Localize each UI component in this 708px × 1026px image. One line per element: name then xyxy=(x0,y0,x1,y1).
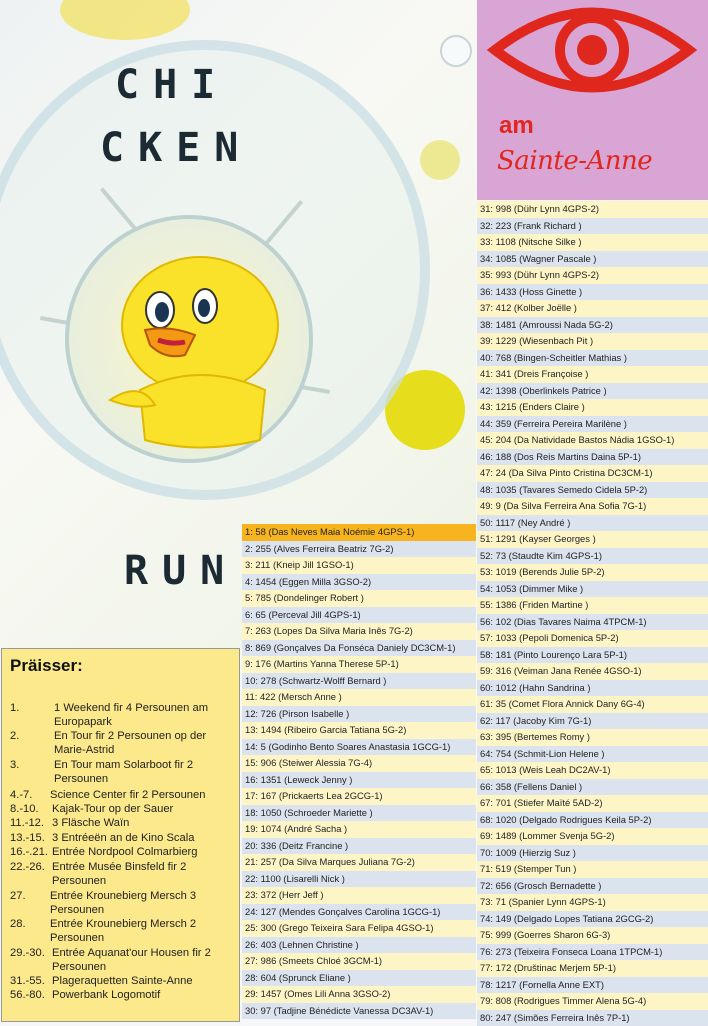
result-row: 30: 97 (Tadjine Bénédicte Vanessa DC3AV-1) xyxy=(242,1003,476,1020)
result-row: 43: 1215 (Enders Claire ) xyxy=(477,399,708,416)
prize-item xyxy=(10,860,238,888)
result-row: 26: 403 (Lehnen Christine ) xyxy=(242,937,476,954)
result-row: 55: 1386 (Friden Martine ) xyxy=(477,597,708,614)
result-row: 19: 1074 (André Sacha ) xyxy=(242,821,476,838)
result-row: 56: 102 (Dias Tavares Naima 4TPCM-1) xyxy=(477,614,708,631)
result-row: 76: 273 (Teixeira Fonseca Loana 1TPCM-1) xyxy=(477,944,708,961)
prize-text: Entrée Aquanat'our Housen fir 2 Persounen xyxy=(10,946,238,974)
prize-text: En Tour fir 2 Persounen op der Marie-Astrid xyxy=(10,729,238,757)
result-row: 64: 754 (Schmit-Lion Helene ) xyxy=(477,746,708,763)
result-row: 24: 127 (Mendes Gonçalves Carolina 1GCG-1) xyxy=(242,904,476,921)
prize-number: 28. xyxy=(10,917,26,931)
result-row: 61: 35 (Comet Flora Annick Dany 6G-4) xyxy=(477,696,708,713)
result-row: 35: 993 (Dühr Lynn 4GPS-2) xyxy=(477,267,708,284)
result-row: 65: 1013 (Weis Leah DC2AV-1) xyxy=(477,762,708,779)
result-row: 46: 188 (Dos Reis Martins Daina 5P-1) xyxy=(477,449,708,466)
result-row: 60: 1012 (Hahn Sandrina ) xyxy=(477,680,708,697)
result-row: 23: 372 (Herr Jeff ) xyxy=(242,887,476,904)
prize-text: 1 Weekend fir 4 Persounen am Europapark xyxy=(10,701,238,729)
result-row: 40: 768 (Bingen-Scheitler Mathias ) xyxy=(477,350,708,367)
result-row: 13: 1494 (Ribeiro Garcia Tatiana 5G-2) xyxy=(242,722,476,739)
prize-text: Entrée Krounebierg Mersch 3 Persounen xyxy=(10,889,238,917)
result-row: 21: 257 (Da Silva Marques Juliana 7G-2) xyxy=(242,854,476,871)
result-row: 9: 176 (Martins Yanna Therese 5P-1) xyxy=(242,656,476,673)
prize-number: 16.-.21. xyxy=(10,845,48,859)
result-row: 48: 1035 (Tavares Semedo Cidela 5P-2) xyxy=(477,482,708,499)
result-row: 49: 9 (Da Silva Ferreira Ana Sofia 7G-1) xyxy=(477,498,708,515)
prize-text: Entrée Musée Binsfeld fir 2 Persounen xyxy=(10,860,238,888)
result-row: 67: 701 (Stiefer Maïté 5AD-2) xyxy=(477,795,708,812)
prize-number: 56.-80. xyxy=(10,988,45,1002)
prize-text: Kajak-Tour op der Sauer xyxy=(10,802,238,816)
result-row: 34: 1085 (Wagner Pascale ) xyxy=(477,251,708,268)
result-row: 18: 1050 (Schroeder Mariette ) xyxy=(242,805,476,822)
result-row: 41: 341 (Dreis Françoise ) xyxy=(477,366,708,383)
result-row: 1: 58 (Das Neves Maia Noémie 4GPS-1) xyxy=(242,524,476,541)
prize-number: 22.-26. xyxy=(10,860,45,874)
result-row: 8: 869 (Gonçalves Da Fonséca Daniely DC3CM-1) xyxy=(242,640,476,657)
result-row: 68: 1020 (Delgado Rodrigues Keila 5P-2) xyxy=(477,812,708,829)
result-row: 66: 358 (Fellens Daniel ) xyxy=(477,779,708,796)
header-am: am xyxy=(499,112,534,140)
result-row: 73: 71 (Spanier Lynn 4GPS-1) xyxy=(477,894,708,911)
prize-text: En Tour mam Solarboot fir 2 Persounen xyxy=(10,758,238,786)
prize-number: 13.-15. xyxy=(10,831,45,845)
result-row: 11: 422 (Mersch Anne ) xyxy=(242,689,476,706)
result-row: 51: 1291 (Kayser Georges ) xyxy=(477,531,708,548)
result-row: 75: 999 (Goerres Sharon 6G-3) xyxy=(477,927,708,944)
result-row: 42: 1398 (Oberlinkels Patrice ) xyxy=(477,383,708,400)
result-row: 52: 73 (Staudte Kim 4GPS-1) xyxy=(477,548,708,565)
prize-item xyxy=(10,816,238,830)
result-row: 28: 604 (Sprunck Eliane ) xyxy=(242,970,476,987)
prize-number: 4.-7. xyxy=(10,788,32,802)
prize-text: Science Center fir 2 Persounen xyxy=(10,788,238,802)
result-row: 14: 5 (Godinho Bento Soares Anastasia 1GCG-1) xyxy=(242,739,476,756)
chick-illustration xyxy=(100,240,300,460)
result-row: 7: 263 (Lopes Da Silva Maria Inês 7G-2) xyxy=(242,623,476,640)
result-row: 47: 24 (Da Silva Pinto Cristina DC3CM-1) xyxy=(477,465,708,482)
result-row: 37: 412 (Kolber Joëlle ) xyxy=(477,300,708,317)
prize-item xyxy=(10,946,238,974)
result-row: 69: 1489 (Lommer Svenja 5G-2) xyxy=(477,828,708,845)
result-row: 70: 1009 (Hierzig Suz ) xyxy=(477,845,708,862)
result-row: 79: 808 (Rodrigues Timmer Alena 5G-4) xyxy=(477,993,708,1010)
result-row: 10: 278 (Schwartz-Wolff Bernard ) xyxy=(242,673,476,690)
yellow-splash xyxy=(420,140,460,180)
prizes-panel xyxy=(1,648,240,1022)
result-row: 78: 1217 (Fornella Anne EXT) xyxy=(477,977,708,994)
result-row: 20: 336 (Deitz Francine ) xyxy=(242,838,476,855)
prize-item xyxy=(10,802,238,816)
prize-item xyxy=(10,889,238,917)
prize-number: 3. xyxy=(10,758,19,772)
result-row: 31: 998 (Dühr Lynn 4GPS-2) xyxy=(477,201,708,218)
prize-item xyxy=(10,917,238,945)
results-list-right xyxy=(477,201,708,1026)
result-row: 4: 1454 (Eggen Milla 3GSO-2) xyxy=(242,574,476,591)
result-row: 5: 785 (Dondelinger Robert ) xyxy=(242,590,476,607)
result-row: 54: 1053 (Dimmer Mike ) xyxy=(477,581,708,598)
result-row: 50: 1117 (Ney André ) xyxy=(477,515,708,532)
prize-number: 1. xyxy=(10,701,19,715)
result-row: 32: 223 (Frank Richard ) xyxy=(477,218,708,235)
prize-item xyxy=(10,701,238,729)
result-row: 53: 1019 (Berends Julie 5P-2) xyxy=(477,564,708,581)
result-row: 27: 986 (Smeets Chloé 3GCM-1) xyxy=(242,953,476,970)
result-row: 57: 1033 (Pepoli Domenica 5P-2) xyxy=(477,630,708,647)
result-row: 6: 65 (Perceval Jill 4GPS-1) xyxy=(242,607,476,624)
prize-number: 29.-30. xyxy=(10,946,45,960)
prize-item xyxy=(10,988,238,1002)
result-row: 74: 149 (Delgado Lopes Tatiana 2GCG-2) xyxy=(477,911,708,928)
result-row: 39: 1229 (Wiesenbach Pit ) xyxy=(477,333,708,350)
result-row: 36: 1433 (Hoss Ginette ) xyxy=(477,284,708,301)
result-row: 45: 204 (Da Natividade Bastos Nádia 1GSO-1) xyxy=(477,432,708,449)
prize-item xyxy=(10,729,238,757)
prize-text: Plageraquetten Sainte-Anne xyxy=(10,974,238,988)
prize-number: 2. xyxy=(10,729,19,743)
result-row: 62: 117 (Jacoby Kim 7G-1) xyxy=(477,713,708,730)
result-row: 72: 656 (Grosch Bernadette ) xyxy=(477,878,708,895)
title-cken: CKEN xyxy=(100,125,252,171)
result-row: 63: 395 (Bertemes Romy ) xyxy=(477,729,708,746)
result-row: 59: 316 (Veiman Jana Renée 4GSO-1) xyxy=(477,663,708,680)
result-row: 80: 247 (Simões Ferreira Inês 7P-1) xyxy=(477,1010,708,1026)
prize-number: 11.-12. xyxy=(10,816,44,830)
result-row: 44: 359 (Ferreira Pereira Marilène ) xyxy=(477,416,708,433)
result-row: 15: 906 (Steiwer Alessia 7G-4) xyxy=(242,755,476,772)
result-row: 38: 1481 (Amroussi Nada 5G-2) xyxy=(477,317,708,334)
prize-number: 8.-10. xyxy=(10,802,39,816)
prize-item xyxy=(10,974,238,988)
prize-text: 3 Entréeën an de Kino Scala xyxy=(10,831,238,845)
result-row: 33: 1108 (Nitsche Silke ) xyxy=(477,234,708,251)
results-list-left xyxy=(242,524,476,1019)
result-row: 12: 726 (Pirson Isabelle ) xyxy=(242,706,476,723)
prize-text: Entrée Nordpool Colmarbierg xyxy=(10,845,238,859)
prize-text: 3 Fläsche Waïn xyxy=(10,816,238,830)
prize-item xyxy=(10,845,238,859)
title-chi: CHI xyxy=(115,62,229,108)
prize-item xyxy=(10,788,238,802)
prize-number: 27. xyxy=(10,889,26,903)
prize-text: Entrée Krounebierg Mersch 2 Persounen xyxy=(10,917,238,945)
result-row: 25: 300 (Grego Teixeira Sara Felipa 4GSO-1) xyxy=(242,920,476,937)
title-run: RUN xyxy=(124,548,238,594)
result-row: 77: 172 (Društinac Merjem 5P-1) xyxy=(477,960,708,977)
prizes-title: Präisser: xyxy=(10,656,83,676)
result-row: 22: 1100 (Lisarelli Nick ) xyxy=(242,871,476,888)
result-row: 2: 255 (Alves Ferreira Beatriz 7G-2) xyxy=(242,541,476,558)
yellow-splash xyxy=(60,0,190,40)
eye-icon xyxy=(477,0,708,110)
prize-number: 31.-55. xyxy=(10,974,45,988)
result-row: 3: 211 (Kneip Jill 1GSO-1) xyxy=(242,557,476,574)
result-row: 17: 167 (Prickaerts Lea 2GCG-1) xyxy=(242,788,476,805)
bubble xyxy=(440,35,472,67)
result-row: 58: 181 (Pinto Lourenço Lara 5P-1) xyxy=(477,647,708,664)
prize-text: Powerbank Logomotif xyxy=(10,988,238,1002)
result-row: 16: 1351 (Leweck Jenny ) xyxy=(242,772,476,789)
prize-item xyxy=(10,831,238,845)
result-row: 71: 519 (Stemper Tun ) xyxy=(477,861,708,878)
prize-item xyxy=(10,758,238,786)
header-location: Sainte-Anne xyxy=(497,146,652,176)
result-row: 29: 1457 (Omes Lili Anna 3GSO-2) xyxy=(242,986,476,1003)
